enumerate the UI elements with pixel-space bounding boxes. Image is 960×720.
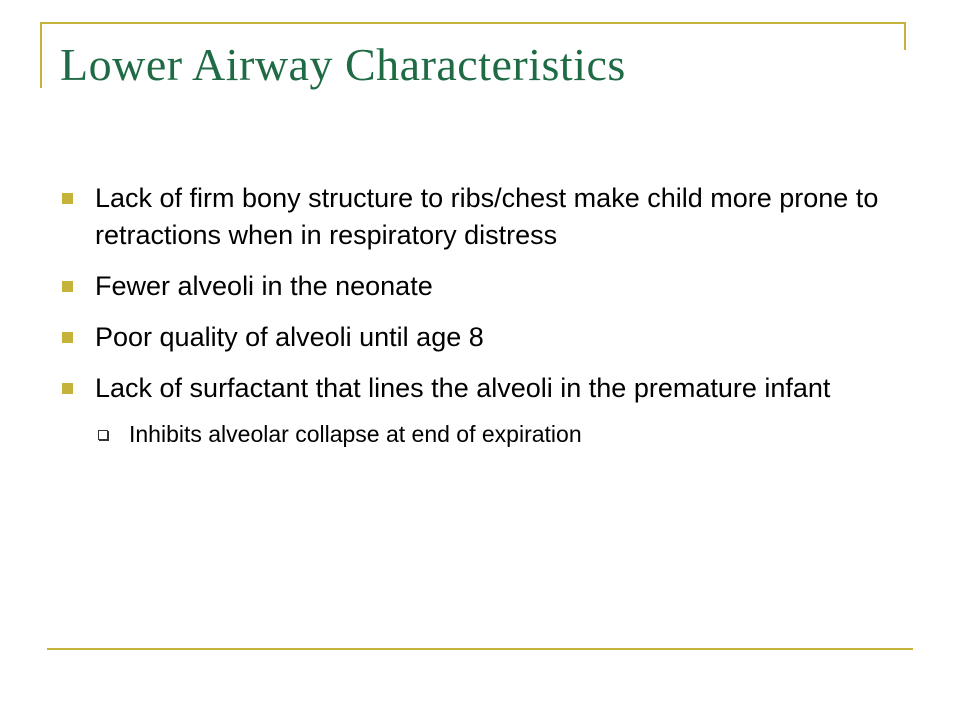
sub-bullet-text: Inhibits alveolar collapse at end of expiration xyxy=(129,421,582,447)
bullet-item xyxy=(62,370,902,449)
square-bullet-icon xyxy=(62,332,73,343)
bullet-item xyxy=(62,180,902,254)
slide-title: Lower Airway Characteristics xyxy=(60,39,626,90)
sub-bullet-list xyxy=(95,419,902,449)
sub-bullet-item xyxy=(95,419,902,449)
bottom-rule xyxy=(47,648,913,650)
bullet-text: Lack of surfactant that lines the alveoli in the premature infant xyxy=(95,373,831,403)
top-rule xyxy=(40,22,906,24)
bullet-item xyxy=(62,268,902,305)
bullet-text: Fewer alveoli in the neonate xyxy=(95,271,433,301)
square-bullet-icon xyxy=(62,193,73,204)
left-rule xyxy=(40,22,42,88)
square-bullet-icon xyxy=(62,383,73,394)
bullet-list xyxy=(62,180,902,463)
hollow-square-bullet-icon xyxy=(98,430,108,440)
bullet-text: Lack of firm bony structure to ribs/chest make child more prone to retractions when in respiratory distress xyxy=(95,183,879,250)
square-bullet-icon xyxy=(62,281,73,292)
bullet-item xyxy=(62,319,902,356)
right-rule xyxy=(904,22,906,50)
bullet-text: Poor quality of alveoli until age 8 xyxy=(95,322,484,352)
